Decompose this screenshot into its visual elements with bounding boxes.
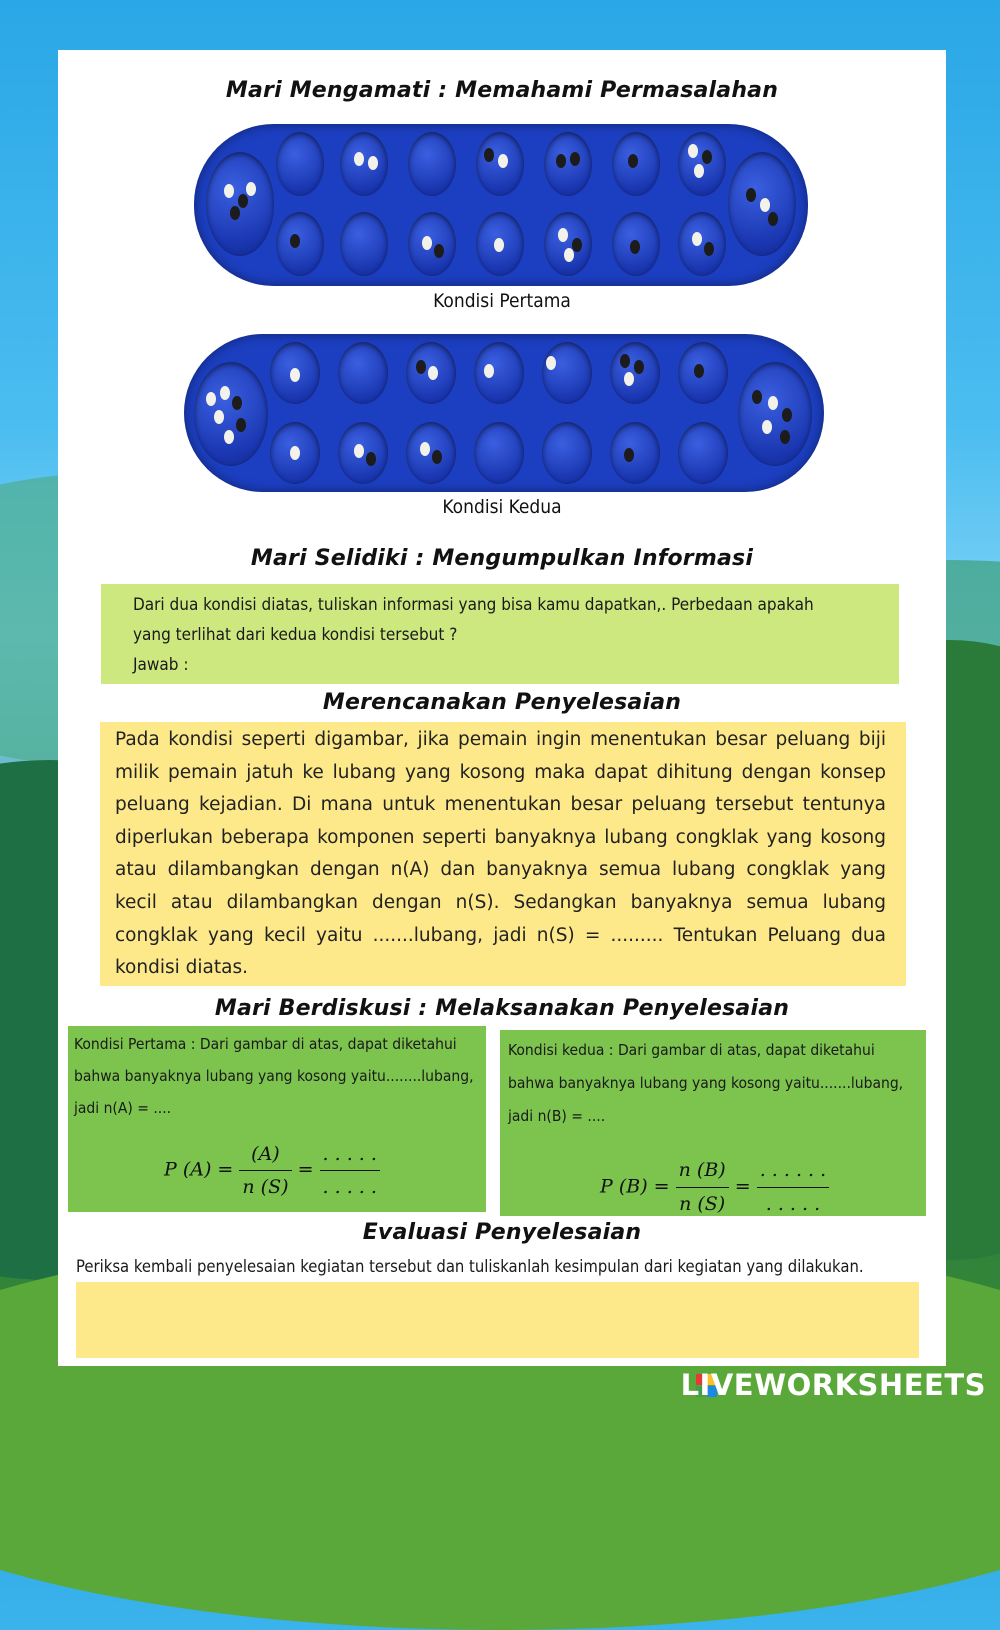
formula-numerator: (A): [239, 1138, 291, 1171]
seed: [556, 154, 566, 168]
formula-fraction: [239, 1138, 291, 1203]
seed: [368, 156, 378, 170]
probability-formula-second: [600, 1154, 829, 1221]
seed: [688, 144, 698, 158]
seed: [434, 244, 444, 258]
answer-numerator-blank[interactable]: . . . . . .: [757, 1154, 829, 1188]
condition-second-line2: bahwa banyaknya lubang yang kosong yaitu.......lubang,: [508, 1074, 904, 1092]
seed: [782, 408, 792, 422]
answer-numerator-blank[interactable]: . . . . .: [320, 1138, 380, 1171]
condition-first-box: [68, 1026, 486, 1212]
seed: [484, 148, 494, 162]
seed: [558, 228, 568, 242]
condition-first-line2: bahwa banyaknya lubang yang kosong yaitu........lubang,: [74, 1067, 474, 1085]
seed: [752, 390, 762, 404]
seed: [702, 150, 712, 164]
board-pit: [678, 422, 728, 484]
board-pit: [340, 212, 388, 276]
answer-fraction[interactable]: [757, 1154, 829, 1221]
heading-discuss: Mari Berdiskusi : Melaksanakan Penyelesaian: [214, 996, 790, 1021]
board-pit: [544, 212, 592, 276]
seed: [422, 236, 432, 250]
plan-text: Pada kondisi seperti digambar, jika pemain ingin menentukan besar peluang biji milik pemain jatuh ke lubang yang kosong maka dapat dihitung dengan konsep peluang kejadian. Di mana untuk menentukan besar peluang tersebut tentunya diperlukan beberapa komponen seperti banyaknya lubang congklak yang kosong atau dilambangkan dengan n(A) dan banyaknya semua lubang congklak yang kecil atau dilambangkan dengan n(S). Sedangkan banyaknya semua lubang congklak yang kecil yaitu .......lubang, jadi n(S) = ......... Tentukan Peluang dua kondisi diatas.: [115, 729, 886, 979]
seed: [232, 396, 242, 410]
board-pit: [406, 422, 456, 484]
board-pit: [276, 132, 324, 196]
probability-formula-first: [164, 1138, 380, 1203]
seed: [760, 198, 770, 212]
seed: [220, 386, 230, 400]
seed: [564, 248, 574, 262]
caption-second-condition: Kondisi Kedua: [442, 496, 562, 518]
seed: [546, 356, 556, 370]
seed: [290, 446, 300, 460]
seed: [428, 366, 438, 380]
seed: [224, 184, 234, 198]
seed: [746, 188, 756, 202]
investigate-box: [101, 584, 899, 684]
seed: [624, 448, 634, 462]
board-pit: [542, 342, 592, 404]
board-pit: [474, 342, 524, 404]
congklak-board-second: [184, 334, 824, 492]
board-pit: [474, 422, 524, 484]
board-pit: [610, 422, 660, 484]
seed: [246, 182, 256, 196]
condition-first-line1: Kondisi Pertama : Dari gambar di atas, dapat diketahui: [74, 1035, 457, 1053]
evaluate-instruction: Periksa kembali penyelesaian kegiatan tersebut dan tuliskanlah kesimpulan dari kegiatan yang dilakukan.: [76, 1257, 864, 1276]
board-pit: [340, 132, 388, 196]
condition-second-box: [500, 1030, 926, 1216]
seed: [570, 152, 580, 166]
heading-evaluate: Evaluasi Penyelesaian: [362, 1220, 642, 1245]
seed: [624, 372, 634, 386]
investigate-question-line1: Dari dua kondisi diatas, tuliskan informasi yang bisa kamu dapatkan,. Perbedaan apakah: [133, 595, 814, 615]
heading-observe: Mari Mengamati : Memahami Permasalahan: [225, 78, 779, 103]
board-pit: [338, 342, 388, 404]
seed: [354, 152, 364, 166]
board-pit: [678, 132, 726, 196]
seed: [236, 418, 246, 432]
board-pit: [542, 422, 592, 484]
seed: [432, 450, 442, 464]
seed: [630, 240, 640, 254]
seed: [620, 354, 630, 368]
condition-second-line3[interactable]: jadi n(B) = ....: [508, 1107, 606, 1125]
seed: [572, 238, 582, 252]
formula-denominator: n (S): [679, 1193, 726, 1215]
seed: [224, 430, 234, 444]
answer-denominator-blank[interactable]: . . . . .: [322, 1176, 377, 1198]
store-pit-left: [194, 362, 268, 466]
seed: [420, 442, 430, 456]
board-pit: [408, 132, 456, 196]
congklak-board-first: [194, 124, 808, 286]
seed: [366, 452, 376, 466]
board-pit: [610, 342, 660, 404]
board-pit: [678, 212, 726, 276]
seed: [694, 364, 704, 378]
liveworksheets-logo-text[interactable]: LIVEWORKSHEETS: [680, 1368, 986, 1402]
answer-label[interactable]: Jawab :: [133, 655, 189, 675]
seed: [780, 430, 790, 444]
seed: [498, 154, 508, 168]
seed: [290, 234, 300, 248]
board-pit: [276, 212, 324, 276]
condition-first-line3[interactable]: jadi n(A) = ....: [74, 1099, 172, 1117]
seed: [230, 206, 240, 220]
evaluate-answer-box[interactable]: [76, 1282, 919, 1358]
answer-denominator-blank[interactable]: . . . . .: [765, 1193, 821, 1215]
seed: [206, 392, 216, 406]
worksheet-page: [58, 50, 946, 1366]
caption-first-condition: Kondisi Pertama: [433, 290, 571, 312]
investigate-question-line2: yang terlihat dari kedua kondisi tersebut ?: [133, 625, 458, 645]
heading-plan: Merencanakan Penyelesaian: [322, 690, 682, 715]
formula-equals: =: [297, 1158, 314, 1181]
formula-fraction: [676, 1154, 729, 1221]
seed: [494, 238, 504, 252]
formula-lhs: P (B) =: [600, 1175, 670, 1198]
seed: [214, 410, 224, 424]
seed: [692, 232, 702, 246]
seed: [484, 364, 494, 378]
seed: [290, 368, 300, 382]
seed: [762, 420, 772, 434]
formula-numerator: n (B): [676, 1154, 729, 1188]
seed: [694, 164, 704, 178]
seed: [628, 154, 638, 168]
seed: [768, 212, 778, 226]
seed: [354, 444, 364, 458]
store-pit-right: [738, 362, 812, 466]
heading-investigate: Mari Selidiki : Mengumpulkan Informasi: [250, 546, 754, 571]
seed: [634, 360, 644, 374]
condition-second-line1: Kondisi kedua : Dari gambar di atas, dapat diketahui: [508, 1041, 875, 1059]
seed: [238, 194, 248, 208]
seed: [768, 396, 778, 410]
formula-equals: =: [734, 1175, 751, 1198]
formula-denominator: n (S): [242, 1176, 289, 1198]
formula-lhs: P (A) =: [164, 1158, 234, 1181]
seed: [416, 360, 426, 374]
board-pit: [408, 212, 456, 276]
board-pit: [544, 132, 592, 196]
seed: [704, 242, 714, 256]
answer-fraction[interactable]: [320, 1138, 380, 1203]
plan-box: [100, 722, 906, 986]
